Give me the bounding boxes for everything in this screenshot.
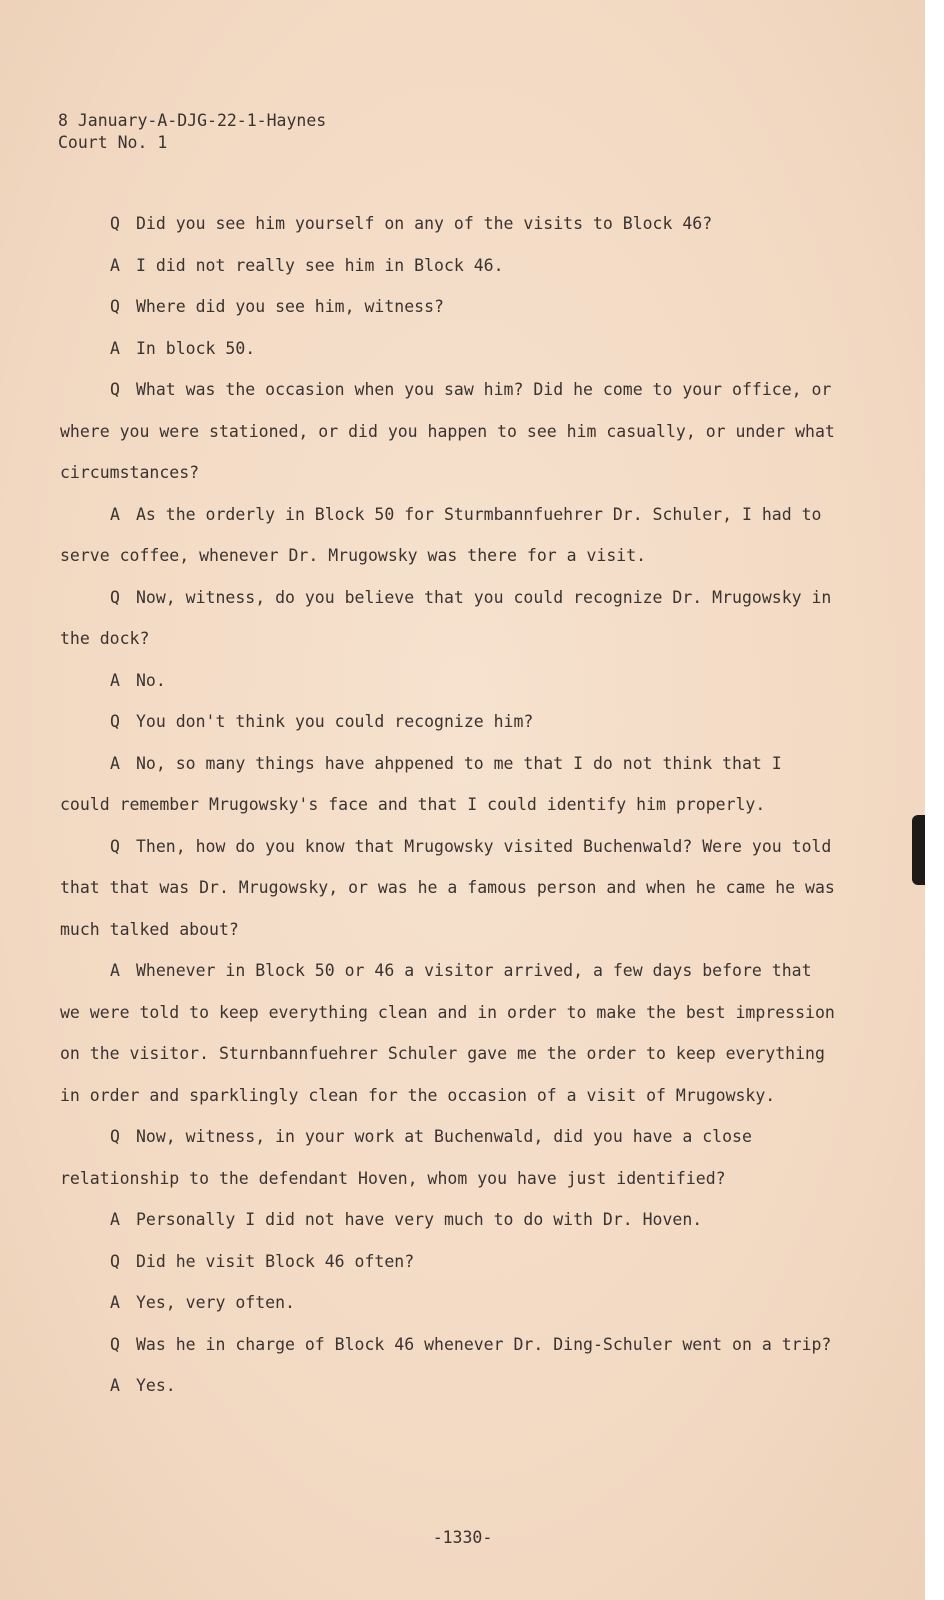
paragraph-text: In block 50. [136,338,256,358]
speaker-label: Q [110,297,120,316]
paragraph-text: No, so many things have ahppened to me that I do not think that I could remember Mrugowsky's face and that I could identify him properly. [60,753,782,814]
speaker-label: A [110,1376,120,1395]
paragraph-text: Then, how do you know that Mrugowsky visited Buchenwald? Were you told that that was Dr. Mrugowsky, or was he a famous person and when he came he was much talked about? [60,836,835,939]
transcript-paragraph [60,1116,840,1199]
paragraph-text: Did he visit Block 46 often? [136,1251,415,1271]
paragraph-text: No. [136,670,166,690]
paragraph-text: Whenever in Block 50 or 46 a visitor arrived, a few days before that we were told to keep everything clean and in order to make the best impression on the visitor. Sturnbannfuehrer Schuler gave me the order to keep everything in order and sparklingly clean for the occasion of a visit of Mrugowsky. [60,961,835,1105]
paragraph-text: Did you see him yourself on any of the visits to Block 46? [136,214,713,233]
transcript-paragraph [60,701,840,743]
paragraph-text: Where did you see him, witness? [136,297,444,316]
paragraph-text: Now, witness, do you believe that you could recognize Dr. Mrugowsky in the dock? [60,587,832,648]
paragraph-text: What was the occasion when you saw him? Did he come to your office, or where you were stationed, or did you happen to see him casually, or under what circumstances? [60,380,835,482]
transcript-body [60,203,840,1407]
paragraph-text: Personally I did not have very much to do with Dr. Hoven. [136,1210,703,1229]
transcript-paragraph [60,494,840,577]
page-number: -1330- [432,1528,493,1547]
speaker-label: A [110,1293,120,1312]
speaker-label: A [110,255,120,275]
transcript-paragraph [60,328,840,370]
transcript-paragraph [60,245,840,287]
paragraph-text: Yes. [136,1376,176,1395]
transcript-paragraph [60,1199,840,1241]
transcript-paragraph [60,1365,840,1407]
transcript-paragraph [60,826,840,951]
transcript-paragraph [60,203,840,245]
header-line-date-code: 8 January-A-DJG-22-1-Haynes [58,111,327,130]
speaker-label: Q [110,836,120,856]
transcript-paragraph [60,1282,840,1324]
speaker-label: Q [110,712,120,731]
speaker-label: Q [110,214,120,233]
document-header [58,110,326,154]
speaker-label: A [110,961,120,980]
transcript-paragraph [60,1241,840,1283]
speaker-label: A [110,504,120,524]
header-line-court: Court No. 1 [58,133,168,152]
transcript-paragraph [60,950,840,1116]
transcript-paragraph [60,660,840,702]
paragraph-text: Was he in charge of Block 46 whenever Dr. Ding-Schuler went on a trip? [136,1334,832,1354]
speaker-label: Q [110,1334,120,1354]
speaker-label: A [110,338,120,358]
speaker-label: A [110,753,120,773]
page-edge-mark [912,815,925,885]
paragraph-text: Now, witness, in your work at Buchenwald, did you have a close relationship to the defendant Hoven, whom you have just identified? [60,1127,752,1188]
transcript-paragraph [60,743,840,826]
speaker-label: A [110,670,120,690]
speaker-label: Q [110,1251,120,1271]
paragraph-text: You don't think you could recognize him? [136,712,534,731]
speaker-label: Q [110,587,120,607]
speaker-label: A [110,1210,120,1229]
transcript-paragraph [60,286,840,328]
transcript-paragraph [60,577,840,660]
speaker-label: Q [110,1127,120,1146]
transcript-paragraph [60,369,840,494]
paragraph-text: As the orderly in Block 50 for Sturmbannfuehrer Dr. Schuler, I had to serve coffee, whenever Dr. Mrugowsky was there for a visit. [60,504,822,565]
speaker-label: Q [110,380,120,399]
paragraph-text: Yes, very often. [136,1293,295,1312]
transcript-paragraph [60,1324,840,1366]
paragraph-text: I did not really see him in Block 46. [136,255,504,275]
